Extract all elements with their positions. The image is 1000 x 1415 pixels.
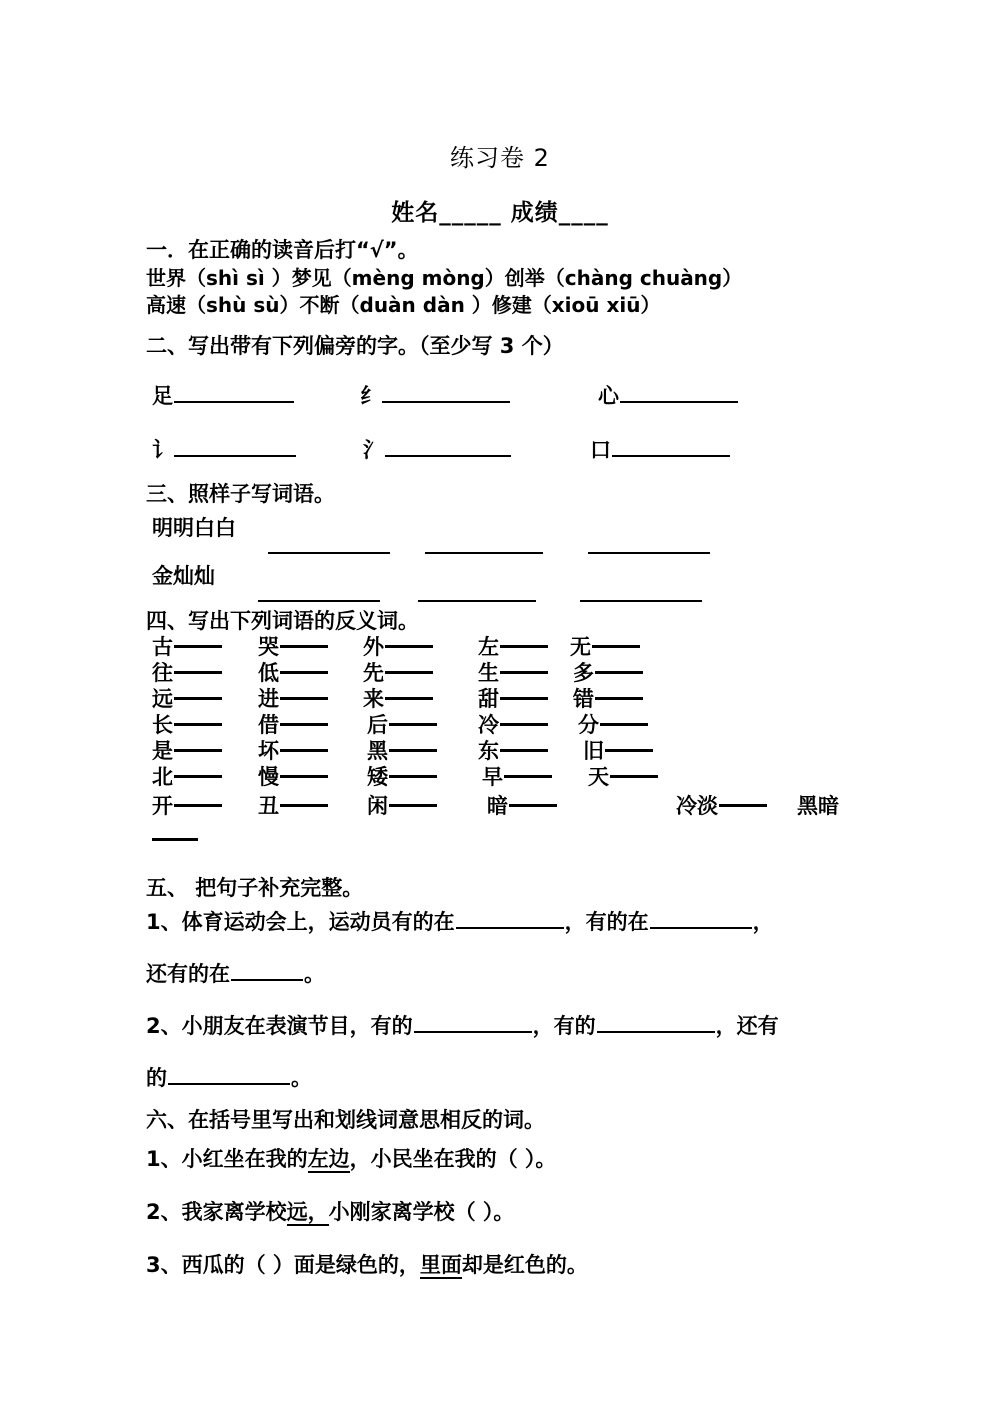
antonym-dash[interactable] xyxy=(280,749,328,752)
antonym-word: 闲 xyxy=(367,794,388,818)
answer-blank[interactable] xyxy=(168,1066,290,1085)
antonym-word: 天 xyxy=(588,765,609,789)
section1-word-4: 高速（shù sù） xyxy=(146,293,300,317)
antonym-dash[interactable] xyxy=(385,697,433,700)
antonym-dash[interactable] xyxy=(595,671,643,674)
antonym-row-5 xyxy=(0,735,1000,763)
antonym-word: 黑 xyxy=(367,739,388,763)
section6-question-2 xyxy=(146,1196,514,1226)
question-text: 1、体育运动会上，运动员有的在 xyxy=(146,910,455,934)
antonym-dash[interactable] xyxy=(500,671,548,674)
underlined-word: 里面 xyxy=(419,1253,462,1277)
antonym-dash[interactable] xyxy=(389,723,437,726)
antonym-word: 借 xyxy=(258,713,279,737)
antonym-word: 早 xyxy=(482,765,503,789)
antonym-dash[interactable] xyxy=(174,749,222,752)
antonym-word: 左 xyxy=(478,635,499,659)
section5-question-2-line-2 xyxy=(146,1062,312,1092)
section3-row-2 xyxy=(0,560,1000,594)
question-text: 2、我家离学校 xyxy=(146,1200,287,1224)
antonym-dash[interactable] xyxy=(500,723,548,726)
question-text: 小刚家离学校（ ）。 xyxy=(328,1200,515,1224)
antonym-item-lengdan xyxy=(676,790,767,820)
antonym-dash[interactable] xyxy=(280,671,328,674)
antonym-dash[interactable] xyxy=(500,697,548,700)
question-text: ，有的 xyxy=(532,1014,596,1038)
radical-blank[interactable] xyxy=(620,384,738,403)
antonym-word: 慢 xyxy=(258,765,279,789)
answer-blank[interactable] xyxy=(414,1014,532,1033)
radical-label: 口 xyxy=(590,438,611,462)
page-title: 练习卷 2 xyxy=(450,144,550,172)
section2-heading: 二、写出带有下列偏旁的字。（至少写 3 个） xyxy=(146,334,564,358)
antonym-word: 古 xyxy=(152,635,173,659)
question-text: 2、小朋友在表演节目，有的 xyxy=(146,1014,413,1038)
section1-line1 xyxy=(146,262,742,291)
antonym-dash[interactable] xyxy=(280,723,328,726)
antonym-word: 是 xyxy=(152,739,173,763)
antonym-row-3 xyxy=(0,683,1000,711)
antonym-word: 东 xyxy=(478,739,499,763)
section5-question-1-line-1 xyxy=(146,906,774,936)
antonym-item xyxy=(258,761,328,791)
radical-blank[interactable] xyxy=(612,438,730,457)
section3-blank[interactable] xyxy=(258,584,380,602)
antonym-word: 暗 xyxy=(487,794,508,818)
antonym-item xyxy=(367,761,437,791)
antonym-word: 丑 xyxy=(258,794,279,818)
antonym-item xyxy=(487,790,557,820)
question-text: 却是红色的。 xyxy=(461,1253,588,1277)
section1-word-2: 梦见（mèng mòng） xyxy=(291,266,505,290)
antonym-dash[interactable] xyxy=(610,775,658,778)
name-score-line: 姓名_____ 成绩____ xyxy=(391,200,609,226)
section4-heading: 四、写出下列词语的反义词。 xyxy=(146,609,419,633)
antonym-word: 多 xyxy=(573,661,594,685)
question-text: ，有的在 xyxy=(564,910,649,934)
radical-entry-yan xyxy=(152,434,297,464)
question-text: 3、西瓜的（ ）面是绿色的， xyxy=(146,1253,420,1277)
antonym-word: 无 xyxy=(570,635,591,659)
section1-word-3: 创举（chàng chuàng） xyxy=(504,266,743,290)
section6-question-3 xyxy=(146,1249,588,1279)
question-text: 的 xyxy=(146,1066,167,1090)
antonym-dash[interactable] xyxy=(280,804,328,807)
underlined-word: 远， xyxy=(286,1200,329,1224)
antonym-word: 后 xyxy=(367,713,388,737)
antonym-dash[interactable] xyxy=(385,671,433,674)
section3-example-2: 金灿灿 xyxy=(152,564,215,588)
radical-entry-zu xyxy=(152,380,295,410)
radical-entry-si xyxy=(360,380,511,410)
antonym-word: 进 xyxy=(258,687,279,711)
antonym-word: 开 xyxy=(152,794,173,818)
antonym-dash-wrapped[interactable] xyxy=(152,838,198,841)
radical-blank[interactable] xyxy=(382,384,510,403)
antonym-item-heian xyxy=(797,790,839,820)
antonym-row-4 xyxy=(0,709,1000,737)
antonym-item xyxy=(152,761,222,791)
radical-label: 足 xyxy=(152,384,173,408)
antonym-word: 往 xyxy=(152,661,173,685)
antonym-dash[interactable] xyxy=(719,804,767,807)
antonym-word: 坏 xyxy=(258,739,279,763)
antonym-dash[interactable] xyxy=(595,697,643,700)
question-text: 1、小红坐在我的 xyxy=(146,1147,308,1171)
section3-blank[interactable] xyxy=(418,584,536,602)
antonym-word: 矮 xyxy=(367,765,388,789)
antonym-dash[interactable] xyxy=(389,749,437,752)
radical-label: 纟 xyxy=(360,384,381,408)
antonym-word: 长 xyxy=(152,713,173,737)
section5-question-1-line-2 xyxy=(146,958,325,988)
antonym-dash[interactable] xyxy=(504,775,552,778)
answer-blank[interactable] xyxy=(456,910,564,929)
antonym-word: 北 xyxy=(152,765,173,789)
antonym-word: 黑暗 xyxy=(797,794,839,818)
antonym-dash[interactable] xyxy=(509,804,557,807)
antonym-dash[interactable] xyxy=(174,775,222,778)
radical-label: 氵 xyxy=(363,438,384,462)
antonym-dash[interactable] xyxy=(500,645,548,648)
antonym-row-7 xyxy=(0,790,1000,818)
antonym-dash[interactable] xyxy=(605,749,653,752)
question-text: 还有的在 xyxy=(146,962,230,986)
antonym-word: 外 xyxy=(363,635,384,659)
antonym-word: 错 xyxy=(573,687,594,711)
antonym-dash[interactable] xyxy=(600,723,648,726)
antonym-dash[interactable] xyxy=(280,697,328,700)
underlined-word: 左边 xyxy=(307,1147,350,1171)
antonym-word: 哭 xyxy=(258,635,279,659)
section3-row-1 xyxy=(0,512,1000,546)
answer-blank[interactable] xyxy=(231,962,303,981)
antonym-row-6 xyxy=(0,761,1000,789)
antonym-dash[interactable] xyxy=(280,645,328,648)
answer-blank[interactable] xyxy=(650,910,752,929)
antonym-item xyxy=(482,761,552,791)
antonym-word: 冷 xyxy=(478,713,499,737)
antonym-dash[interactable] xyxy=(174,671,222,674)
section6-question-1 xyxy=(146,1143,556,1173)
antonym-dash[interactable] xyxy=(174,645,222,648)
antonym-item xyxy=(258,790,328,820)
antonym-dash[interactable] xyxy=(174,804,222,807)
antonym-word: 远 xyxy=(152,687,173,711)
antonym-dash[interactable] xyxy=(385,645,433,648)
antonym-item xyxy=(367,790,437,820)
radical-blank[interactable] xyxy=(174,438,296,457)
antonym-word: 甜 xyxy=(478,687,499,711)
section2-radical-row-2 xyxy=(0,434,1000,468)
question-text: ， xyxy=(752,910,774,934)
antonym-word: 旧 xyxy=(583,739,604,763)
antonym-row-1 xyxy=(0,631,1000,659)
antonym-dash[interactable] xyxy=(592,645,640,648)
antonym-dash[interactable] xyxy=(174,697,222,700)
section1-heading: 一．在正确的读音后打“√”。 xyxy=(146,238,419,262)
section2-radical-row-1 xyxy=(0,380,1000,414)
antonym-word: 分 xyxy=(578,713,599,737)
antonym-item xyxy=(588,761,658,791)
radical-entry-xin xyxy=(598,380,739,410)
radical-label: 讠 xyxy=(152,438,173,462)
question-text: ，还有 xyxy=(715,1014,779,1038)
section1-word-5: 不断（duàn dàn ） xyxy=(299,293,492,317)
answer-blank[interactable] xyxy=(597,1014,715,1033)
antonym-item xyxy=(152,790,222,820)
section3-blank[interactable] xyxy=(425,536,543,554)
radical-blank[interactable] xyxy=(174,384,294,403)
antonym-dash[interactable] xyxy=(389,775,437,778)
antonym-dash[interactable] xyxy=(280,775,328,778)
question-text: 。 xyxy=(291,1066,312,1090)
antonym-word: 来 xyxy=(363,687,384,711)
section3-blank[interactable] xyxy=(580,584,702,602)
radical-label: 心 xyxy=(598,384,619,408)
antonym-dash[interactable] xyxy=(174,723,222,726)
section5-heading: 五、 把句子补充完整。 xyxy=(146,876,364,900)
section1-word-6: 修建（xioū xiū） xyxy=(491,293,661,317)
section1-word-1: 世界（shì sì ） xyxy=(146,266,292,290)
antonym-row-2 xyxy=(0,657,1000,685)
antonym-dash[interactable] xyxy=(389,804,437,807)
section6-heading: 六、在括号里写出和划线词意思相反的词。 xyxy=(146,1108,545,1132)
antonym-word: 冷淡 xyxy=(676,794,718,818)
antonym-word: 先 xyxy=(363,661,384,685)
section3-heading: 三、照样子写词语。 xyxy=(146,482,335,506)
radical-blank[interactable] xyxy=(385,438,511,457)
antonym-word: 生 xyxy=(478,661,499,685)
section1-line2 xyxy=(146,289,660,318)
radical-entry-shui xyxy=(363,434,512,464)
question-text: ，小民坐在我的（ ）。 xyxy=(349,1147,557,1171)
antonym-dash[interactable] xyxy=(500,749,548,752)
question-text: 。 xyxy=(304,962,325,986)
antonym-word: 低 xyxy=(258,661,279,685)
section3-example-1: 明明白白 xyxy=(152,516,236,540)
section3-blank[interactable] xyxy=(588,536,710,554)
section5-question-2-line-1 xyxy=(146,1010,779,1040)
section3-blank[interactable] xyxy=(268,536,390,554)
radical-entry-kou xyxy=(590,434,731,464)
